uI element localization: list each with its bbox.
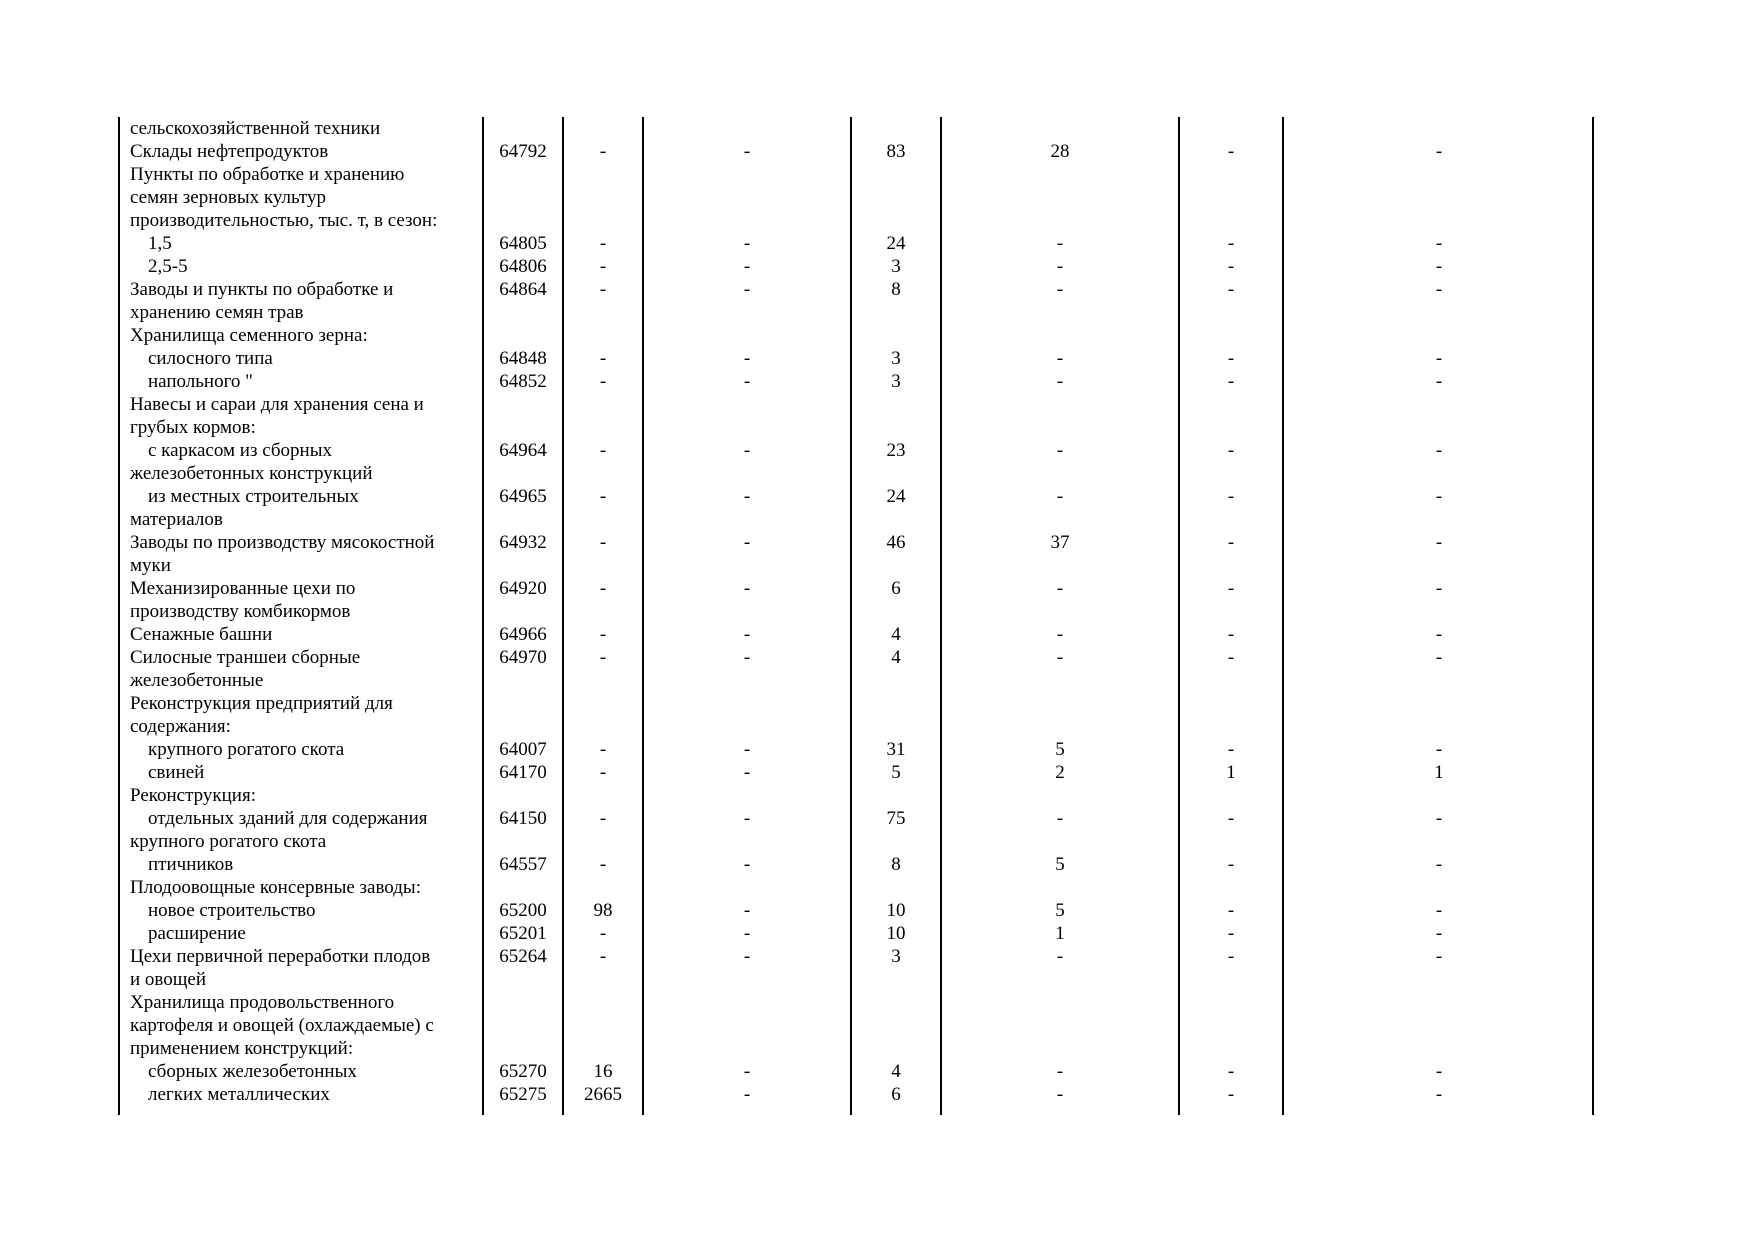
row-label: 2,5-5 (148, 256, 188, 277)
value-cell-3: 3 (891, 371, 901, 392)
value-cell-3: 4 (891, 1061, 901, 1082)
value-cell-5: - (1227, 739, 1235, 760)
value-cell-2: - (743, 348, 751, 369)
value-cell-1: - (599, 233, 607, 254)
table-row (118, 370, 1592, 393)
row-label: и овощей (130, 969, 206, 990)
row-label: новое строительство (148, 900, 316, 921)
row-label: Хранилища семенного зерна: (130, 325, 368, 346)
row-label: Хранилища продовольственного (130, 992, 395, 1013)
table-row (118, 646, 1592, 669)
table-row (118, 669, 1592, 692)
value-cell-5: 1 (1226, 762, 1236, 783)
row-label: напольного " (148, 371, 253, 392)
row-label: картофеля и овощей (охлаждаемые) с (130, 1015, 434, 1036)
table-row (118, 784, 1592, 807)
value-cell-3: 4 (891, 624, 901, 645)
value-cell-3: 24 (886, 486, 906, 507)
value-cell-5: - (1227, 486, 1235, 507)
value-cell-2: - (743, 371, 751, 392)
row-label: крупного рогатого скота (148, 739, 345, 760)
value-cell-4: 5 (1055, 854, 1065, 875)
value-cell-6: - (1435, 279, 1443, 300)
value-cell-2: - (743, 233, 751, 254)
value-cell-2: - (743, 578, 751, 599)
value-cell-5: - (1227, 854, 1235, 875)
value-cell-1: - (599, 647, 607, 668)
row-label: железобетонные (130, 670, 264, 691)
table-row (118, 807, 1592, 830)
value-cell-5: - (1227, 1084, 1235, 1105)
code-cell: 64970 (499, 647, 547, 668)
code-cell: 64170 (499, 762, 547, 783)
value-cell-4: - (1056, 808, 1064, 829)
value-cell-5: - (1227, 532, 1235, 553)
value-cell-1: - (599, 141, 607, 162)
code-cell: 65201 (499, 923, 547, 944)
value-cell-5: - (1227, 256, 1235, 277)
table-row (118, 1037, 1592, 1060)
value-cell-4: - (1056, 233, 1064, 254)
value-cell-2: - (743, 256, 751, 277)
code-cell: 64805 (499, 233, 547, 254)
code-cell: 65270 (499, 1061, 547, 1082)
code-cell: 64557 (499, 854, 547, 875)
table-row (118, 600, 1592, 623)
table-row (118, 347, 1592, 370)
code-cell: 64966 (499, 624, 547, 645)
value-cell-3: 3 (891, 256, 901, 277)
value-cell-6: - (1435, 256, 1443, 277)
value-cell-1: 2665 (584, 1084, 622, 1105)
table-row (118, 485, 1592, 508)
value-cell-6: - (1435, 900, 1443, 921)
value-cell-5: - (1227, 900, 1235, 921)
value-cell-3: 8 (891, 279, 901, 300)
value-cell-4: - (1056, 578, 1064, 599)
value-cell-1: - (599, 279, 607, 300)
data-table (118, 117, 1592, 1115)
value-cell-3: 8 (891, 854, 901, 875)
code-cell: 64932 (499, 532, 547, 553)
value-cell-6: - (1435, 647, 1443, 668)
value-cell-4: - (1056, 371, 1064, 392)
table-row (118, 462, 1592, 485)
value-cell-5: - (1227, 624, 1235, 645)
code-cell: 64848 (499, 348, 547, 369)
value-cell-4: - (1056, 1061, 1064, 1082)
value-cell-1: 98 (593, 900, 613, 921)
code-cell: 64964 (499, 440, 547, 461)
value-cell-4: 2 (1055, 762, 1065, 783)
table-row (118, 623, 1592, 646)
table-row (118, 1014, 1592, 1037)
value-cell-6: - (1435, 532, 1443, 553)
value-cell-6: - (1435, 141, 1443, 162)
row-label: из местных строительных (148, 486, 359, 507)
table-row (118, 163, 1592, 186)
row-label: Механизированные цехи по (130, 578, 356, 599)
value-cell-1: - (599, 578, 607, 599)
row-label: Плодоовощные консервные заводы: (130, 877, 421, 898)
value-cell-2: - (743, 739, 751, 760)
value-cell-4: 37 (1050, 532, 1070, 553)
value-cell-6: - (1435, 1084, 1443, 1105)
code-cell: 64792 (499, 141, 547, 162)
code-cell: 64864 (499, 279, 547, 300)
row-label: свиней (148, 762, 205, 783)
value-cell-2: - (743, 1061, 751, 1082)
value-cell-6: - (1435, 348, 1443, 369)
table-row (118, 508, 1592, 531)
row-label: грубых кормов: (130, 417, 256, 438)
table-row (118, 209, 1592, 232)
row-label: крупного рогатого скота (130, 831, 327, 852)
row-label: Заводы и пункты по обработке и (130, 279, 394, 300)
table-row (118, 853, 1592, 876)
row-label: 1,5 (148, 233, 172, 254)
value-cell-2: - (743, 1084, 751, 1105)
value-cell-2: - (743, 141, 751, 162)
code-cell: 65264 (499, 946, 547, 967)
row-label: Силосные траншеи сборные (130, 647, 361, 668)
value-cell-6: - (1435, 854, 1443, 875)
value-cell-3: 6 (891, 578, 901, 599)
table-row (118, 738, 1592, 761)
row-label: Сенажные башни (130, 624, 273, 645)
table-row (118, 761, 1592, 784)
table-row (118, 232, 1592, 255)
value-cell-1: - (599, 808, 607, 829)
value-cell-3: 31 (886, 739, 906, 760)
value-cell-1: - (599, 532, 607, 553)
value-cell-3: 24 (886, 233, 906, 254)
code-cell: 65275 (499, 1084, 547, 1105)
value-cell-2: - (743, 279, 751, 300)
code-cell: 64920 (499, 578, 547, 599)
table-row (118, 1060, 1592, 1083)
value-cell-4: 5 (1055, 739, 1065, 760)
value-cell-1: - (599, 440, 607, 461)
row-label: Навесы и сараи для хранения сена и (130, 394, 424, 415)
row-label: легких металлических (148, 1084, 330, 1105)
table-row (118, 301, 1592, 324)
value-cell-2: - (743, 808, 751, 829)
value-cell-1: - (599, 348, 607, 369)
value-cell-1: - (599, 256, 607, 277)
value-cell-6: - (1435, 808, 1443, 829)
value-cell-5: - (1227, 233, 1235, 254)
value-cell-2: - (743, 762, 751, 783)
value-cell-3: 75 (886, 808, 906, 829)
table-row (118, 577, 1592, 600)
row-label: Склады нефтепродуктов (130, 141, 329, 162)
value-cell-5: - (1227, 578, 1235, 599)
value-cell-1: - (599, 946, 607, 967)
row-label: Заводы по производству мясокостной (130, 532, 435, 553)
table-row (118, 140, 1592, 163)
value-cell-3: 5 (891, 762, 901, 783)
table-row (118, 186, 1592, 209)
value-cell-5: - (1227, 348, 1235, 369)
value-cell-3: 10 (886, 923, 906, 944)
code-cell: 64852 (499, 371, 547, 392)
row-label: семян зерновых культур (130, 187, 326, 208)
table-row (118, 255, 1592, 278)
value-cell-4: 1 (1055, 923, 1065, 944)
table-row (118, 830, 1592, 853)
value-cell-6: - (1435, 1061, 1443, 1082)
value-cell-2: - (743, 647, 751, 668)
value-cell-3: 23 (886, 440, 906, 461)
value-cell-6: - (1435, 624, 1443, 645)
value-cell-2: - (743, 923, 751, 944)
value-cell-6: - (1435, 233, 1443, 254)
value-cell-3: 3 (891, 348, 901, 369)
table-row (118, 278, 1592, 301)
row-label: содержания: (130, 716, 231, 737)
value-cell-4: - (1056, 624, 1064, 645)
row-label: Пункты по обработке и хранению (130, 164, 405, 185)
value-cell-2: - (743, 532, 751, 553)
value-cell-6: - (1435, 486, 1443, 507)
table-row (118, 876, 1592, 899)
row-label: с каркасом из сборных (148, 440, 332, 461)
value-cell-5: - (1227, 923, 1235, 944)
value-cell-4: - (1056, 946, 1064, 967)
table-row (118, 922, 1592, 945)
row-label: хранению семян трав (130, 302, 304, 323)
value-cell-4: - (1056, 279, 1064, 300)
value-cell-5: - (1227, 279, 1235, 300)
table-row (118, 531, 1592, 554)
value-cell-4: 28 (1050, 141, 1070, 162)
value-cell-5: - (1227, 141, 1235, 162)
value-cell-6: - (1435, 946, 1443, 967)
value-cell-2: - (743, 486, 751, 507)
table-row (118, 554, 1592, 577)
value-cell-6: 1 (1434, 762, 1444, 783)
value-cell-3: 4 (891, 647, 901, 668)
value-cell-3: 3 (891, 946, 901, 967)
code-cell: 64806 (499, 256, 547, 277)
value-cell-6: - (1435, 739, 1443, 760)
value-cell-5: - (1227, 647, 1235, 668)
value-cell-1: - (599, 486, 607, 507)
table-row (118, 692, 1592, 715)
value-cell-1: - (599, 762, 607, 783)
value-cell-5: - (1227, 946, 1235, 967)
code-cell: 65200 (499, 900, 547, 921)
code-cell: 64150 (499, 808, 547, 829)
value-cell-3: 46 (886, 532, 906, 553)
row-label: сельскохозяйственной техники (130, 118, 381, 139)
table-row (118, 968, 1592, 991)
value-cell-3: 83 (886, 141, 906, 162)
value-cell-1: - (599, 371, 607, 392)
row-label: муки (130, 555, 171, 576)
row-label: силосного типа (148, 348, 273, 369)
value-cell-2: - (743, 854, 751, 875)
value-cell-1: - (599, 923, 607, 944)
value-cell-6: - (1435, 371, 1443, 392)
value-cell-6: - (1435, 923, 1443, 944)
value-cell-4: - (1056, 647, 1064, 668)
table-row (118, 945, 1592, 968)
row-label: Цехи первичной переработки плодов (130, 946, 431, 967)
row-label: расширение (148, 923, 246, 944)
value-cell-2: - (743, 440, 751, 461)
value-cell-4: - (1056, 440, 1064, 461)
table-row (118, 439, 1592, 462)
value-cell-6: - (1435, 578, 1443, 599)
row-label: применением конструкций: (130, 1038, 354, 1059)
row-label: птичников (148, 854, 234, 875)
value-cell-3: 10 (886, 900, 906, 921)
value-cell-4: - (1056, 486, 1064, 507)
value-cell-4: 5 (1055, 900, 1065, 921)
row-label: сборных железобетонных (148, 1061, 357, 1082)
value-cell-5: - (1227, 1061, 1235, 1082)
row-label: производительностью, тыс. т, в сезон: (130, 210, 438, 231)
table-row (118, 715, 1592, 738)
value-cell-4: - (1056, 1084, 1064, 1105)
code-cell: 64965 (499, 486, 547, 507)
value-cell-2: - (743, 946, 751, 967)
table-row (118, 1083, 1592, 1106)
table-row (118, 117, 1592, 140)
table-row (118, 991, 1592, 1014)
value-cell-6: - (1435, 440, 1443, 461)
row-label: материалов (130, 509, 223, 530)
value-cell-2: - (743, 624, 751, 645)
value-cell-5: - (1227, 371, 1235, 392)
value-cell-1: - (599, 739, 607, 760)
row-label: железобетонных конструкций (130, 463, 373, 484)
value-cell-4: - (1056, 348, 1064, 369)
value-cell-1: 16 (593, 1061, 613, 1082)
row-label: Реконструкция предприятий для (130, 693, 393, 714)
value-cell-1: - (599, 854, 607, 875)
value-cell-3: 6 (891, 1084, 901, 1105)
table-row (118, 324, 1592, 347)
table-row (118, 393, 1592, 416)
value-cell-5: - (1227, 808, 1235, 829)
code-cell: 64007 (499, 739, 547, 760)
row-label: производству комбикормов (130, 601, 351, 622)
row-label: Реконструкция: (130, 785, 256, 806)
value-cell-4: - (1056, 256, 1064, 277)
table-row (118, 899, 1592, 922)
table-row (118, 416, 1592, 439)
value-cell-5: - (1227, 440, 1235, 461)
value-cell-2: - (743, 900, 751, 921)
row-label: отдельных зданий для содержания (148, 808, 428, 829)
value-cell-1: - (599, 624, 607, 645)
